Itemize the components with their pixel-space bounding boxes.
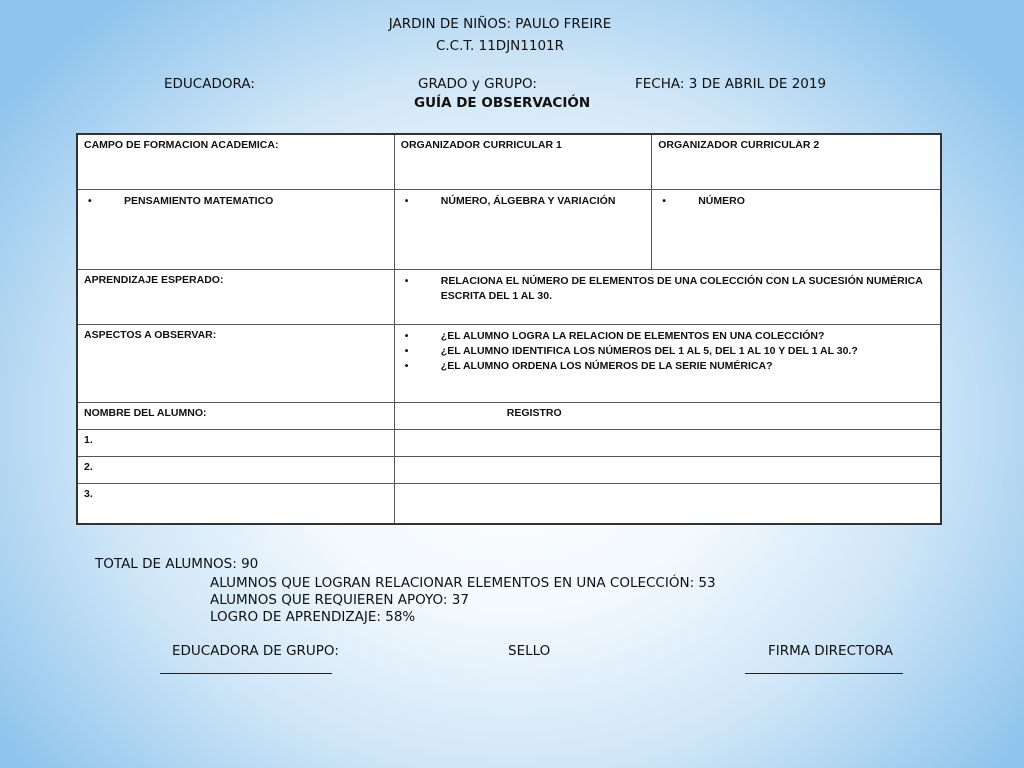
fecha-label: FECHA: 3 DE ABRIL DE 2019 [635,76,827,92]
aprendizaje-label: APRENDIZAJE ESPERADO: [77,269,394,324]
logro-aprendizaje: LOGRO DE APRENDIZAJE: 58% [210,609,416,625]
registro-cell [394,429,941,456]
student-number: 2. [77,456,394,483]
educadora-signature-label: EDUCADORA DE GRUPO: [172,643,339,659]
directora-signature-line [745,673,903,674]
table-row [77,483,941,524]
student-number: 3. [77,483,394,524]
nombre-row [77,402,941,429]
total-alumnos: TOTAL DE ALUMNOS: 90 [95,556,259,572]
org1-cell [394,189,651,269]
content-row [77,189,941,269]
page-title: GUÍA DE OBSERVACIÓN [414,95,591,111]
org1-value: • NÚMERO, ÁLGEBRA Y VARIACIÓN [405,194,645,209]
aprendizaje-value: • RELACIONA EL NÚMERO DE ELEMENTOS DE UNA COLECCIÓN CON LA SUCESIÓN NUMÉRICA ESCRITA DEL 1 AL 30. [405,274,934,304]
nombre-label: NOMBRE DEL ALUMNO: [77,402,394,429]
campo-value: • PENSAMIENTO MATEMATICO [88,194,388,209]
alumnos-apoyo: ALUMNOS QUE REQUIEREN APOYO: 37 [210,592,469,608]
org2-cell [652,189,941,269]
aprendizaje-row [77,269,941,324]
aprendizaje-cell [394,269,941,324]
educadora-signature-line [160,673,332,674]
aspecto-item: • ¿EL ALUMNO IDENTIFICA LOS NÚMEROS DEL 1 AL 5, DEL 1 AL 10 Y DEL 1 AL 30.? [405,344,934,359]
aspecto-item: • ¿EL ALUMNO LOGRA LA RELACION DE ELEMENTOS EN UNA COLECCIÓN? [405,329,934,344]
sello-label: SELLO [508,643,551,659]
aspectos-row [77,324,941,402]
campo-cell [77,189,394,269]
campo-header: CAMPO DE FORMACION ACADEMICA: [77,134,394,189]
grado-grupo-label: GRADO y GRUPO: [418,76,537,92]
educadora-label: EDUCADORA: [164,76,255,92]
student-number: 1. [77,429,394,456]
table-row [77,456,941,483]
aspectos-label: ASPECTOS A OBSERVAR: [77,324,394,402]
aspecto-item: • ¿EL ALUMNO ORDENA LOS NÚMEROS DE LA SERIE NUMÉRICA? [405,359,934,374]
org1-header: ORGANIZADOR CURRICULAR 1 [394,134,651,189]
registro-cell [394,483,941,524]
school-cct: C.C.T. 11DJN1101R [435,38,565,54]
org2-header: ORGANIZADOR CURRICULAR 2 [652,134,941,189]
table-header-row [77,134,941,189]
directora-signature-label: FIRMA DIRECTORA [768,643,893,659]
table-row [77,429,941,456]
school-name: JARDIN DE NIÑOS: PAULO FREIRE [388,16,612,32]
observation-table [76,133,942,525]
org2-value: • NÚMERO [662,194,934,209]
alumnos-logran: ALUMNOS QUE LOGRAN RELACIONAR ELEMENTOS EN UNA COLECCIÓN: 53 [210,575,716,591]
aspectos-cell [394,324,941,402]
registro-cell [394,456,941,483]
registro-label: REGISTRO [394,402,941,429]
